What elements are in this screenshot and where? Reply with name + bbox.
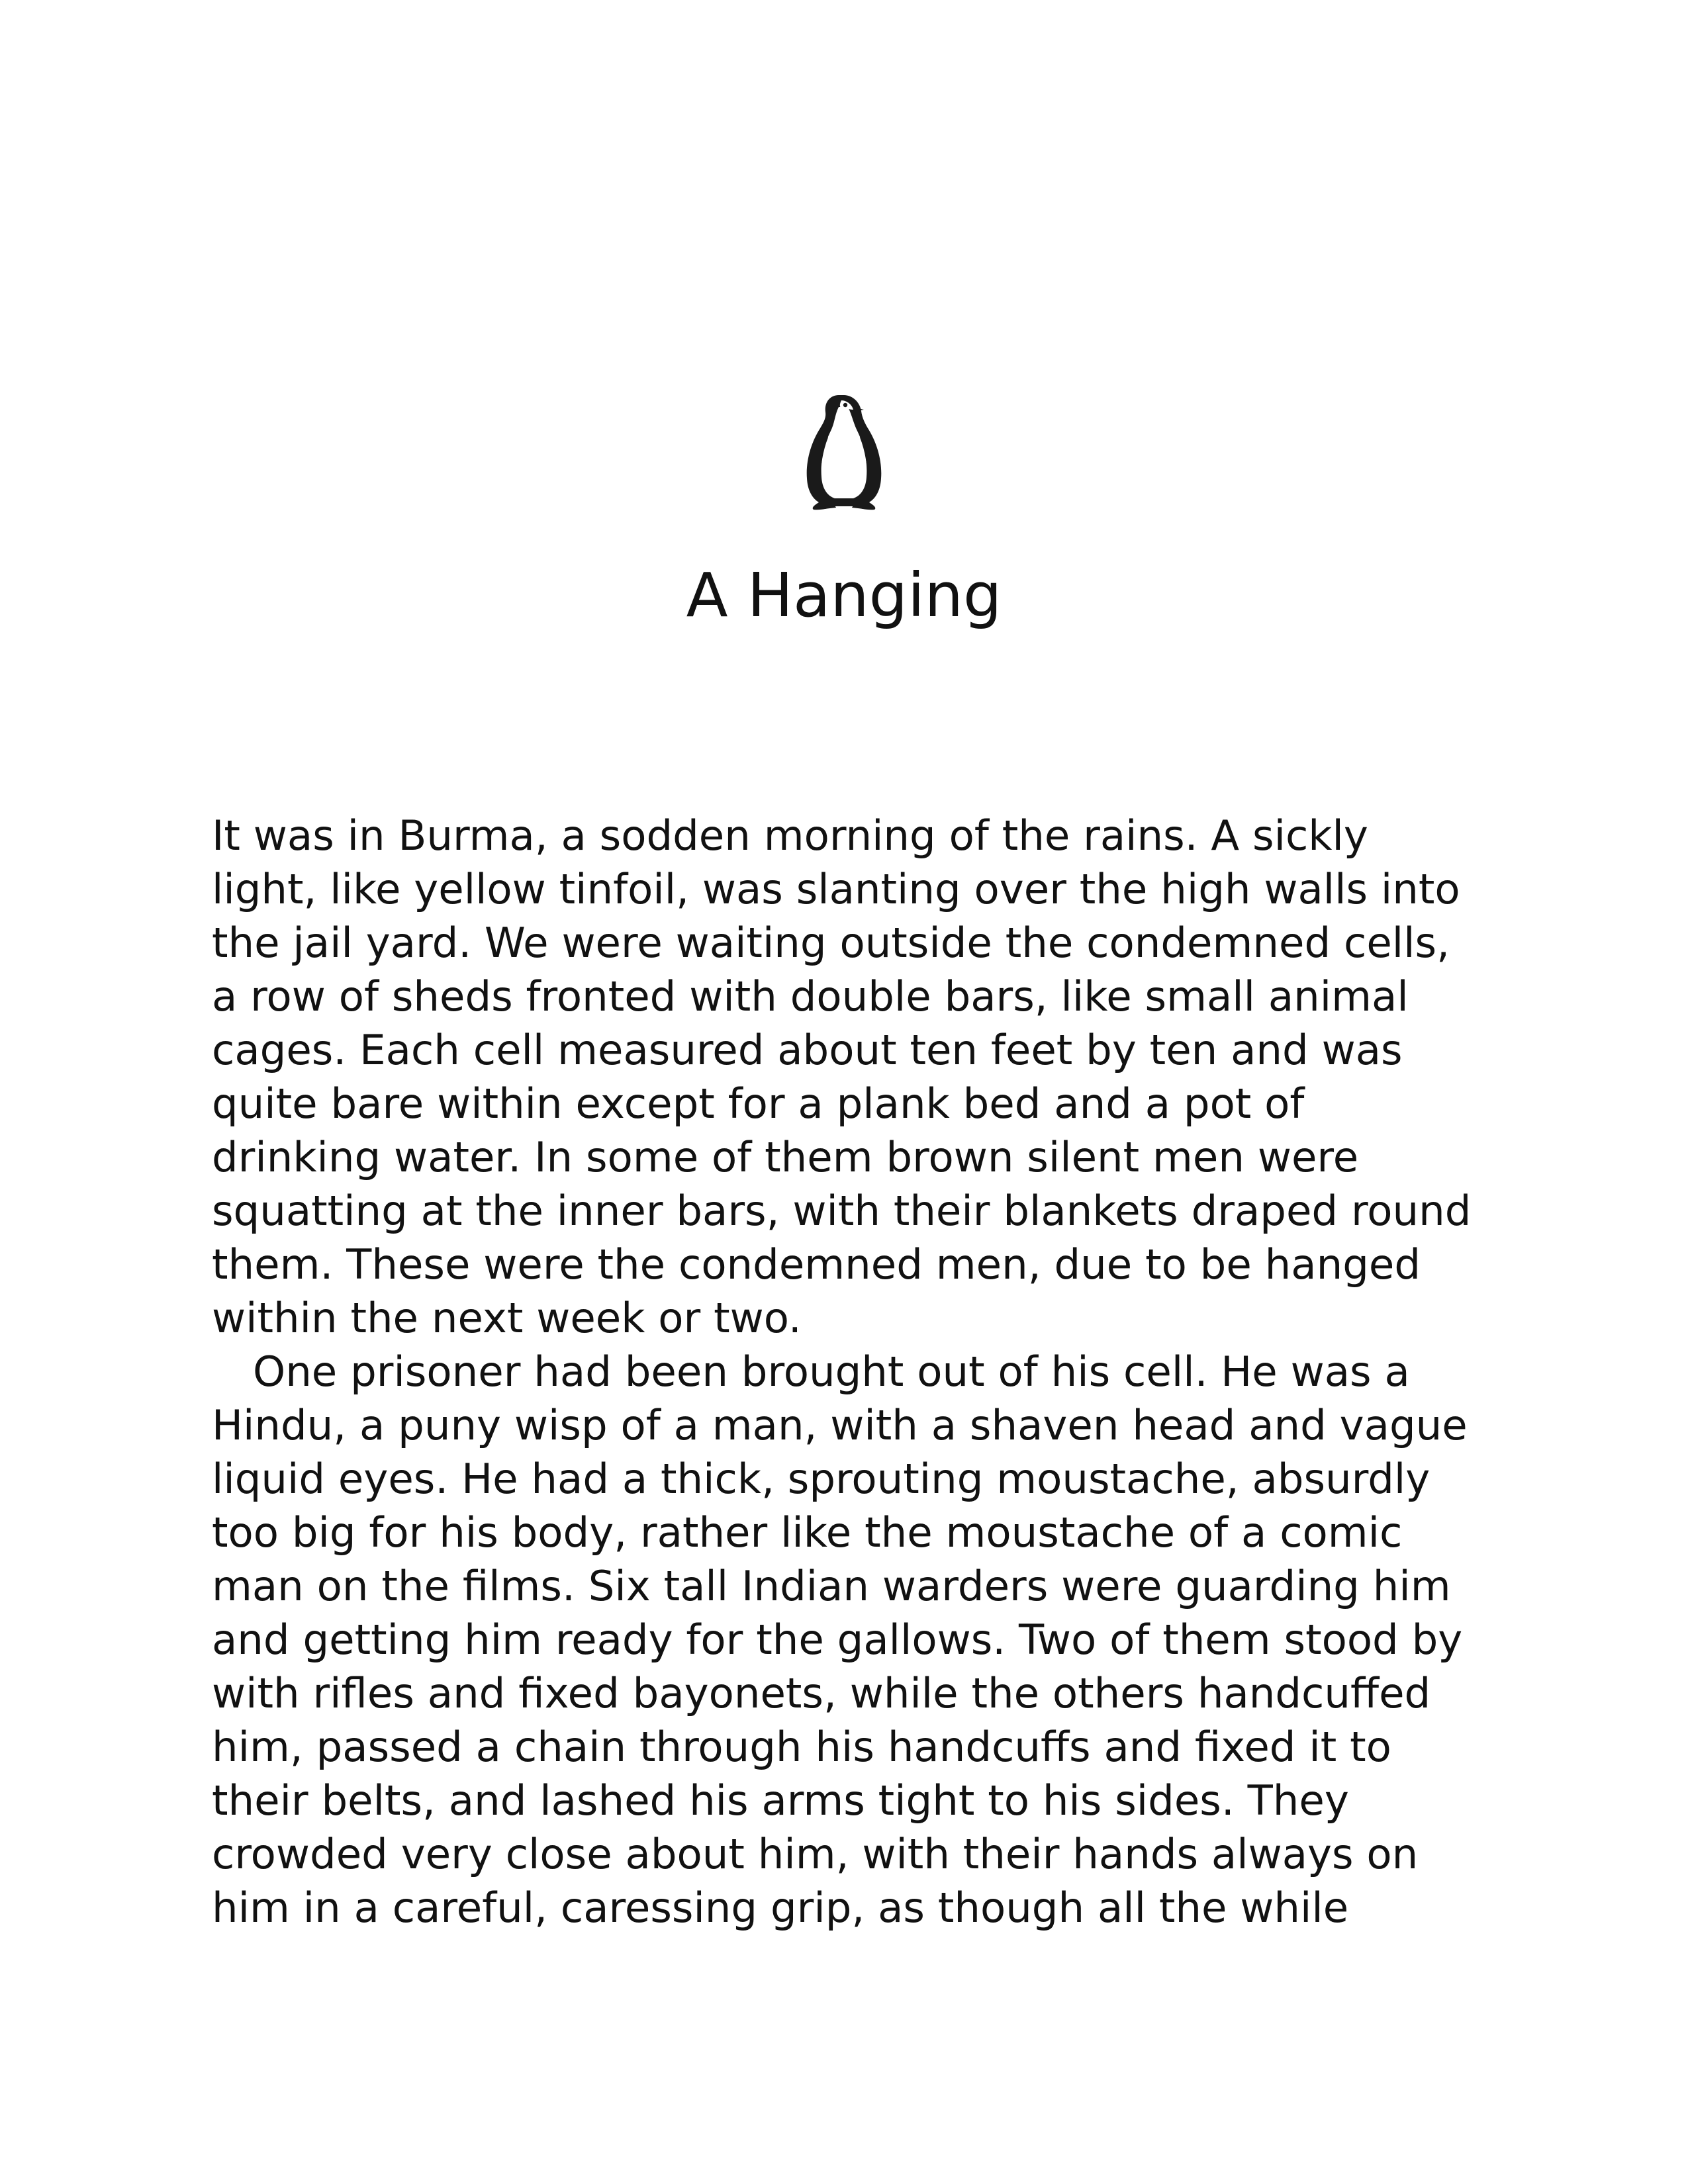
text-line: liquid eyes. He had a thick, sprouting moustache, absurdly [212,1455,1430,1503]
text-line: quite bare within except for a plank bed and a pot of [212,1079,1305,1128]
page-title: A Hanging [686,560,1002,631]
penguin-logo [798,387,890,513]
text-line: light, like yellow tinfoil, was slanting over the high walls into [212,865,1460,913]
text-line: with rifles and fixed bayonets, while the others handcuffed [212,1669,1431,1717]
text-line: him, passed a chain through his handcuffs and fixed it to [212,1723,1391,1771]
text-line: man on the films. Six tall Indian warders were guarding him [212,1562,1451,1610]
text-line: a row of sheds fronted with double bars, like small animal [212,972,1409,1021]
text-line: the jail yard. We were waiting outside the condemned cells, [212,919,1450,967]
text-line: It was in Burma, a sodden morning of the rains. A sickly [212,811,1368,860]
text-line: Hindu, a puny wisp of a man, with a shaven head and vague [212,1401,1468,1449]
text-line: their belts, and lashed his arms tight to his sides. They [212,1776,1349,1825]
text-line: him in a careful, caressing grip, as though all the while [212,1884,1349,1932]
text-line: squatting at the inner bars, with their blankets draped round [212,1187,1472,1235]
text-line: cages. Each cell measured about ten feet by ten and was [212,1026,1403,1074]
text-line: too big for his body, rather like the moustache of a comic [212,1508,1403,1557]
paragraph [212,809,1509,1345]
text-line: drinking water. In some of them brown silent men were [212,1133,1359,1181]
penguin-icon [798,387,890,513]
body-text [212,809,1509,1934]
text-line: crowded very close about him, with their hands always on [212,1830,1419,1878]
text-line: them. These were the condemned men, due to be hanged [212,1240,1421,1289]
paragraph [212,1345,1509,1934]
text-line: and getting him ready for the gallows. Two of them stood by [212,1615,1463,1664]
text-line: within the next week or two. [212,1294,802,1342]
text-line: One prisoner had been brought out of his cell. He was a [253,1347,1410,1396]
